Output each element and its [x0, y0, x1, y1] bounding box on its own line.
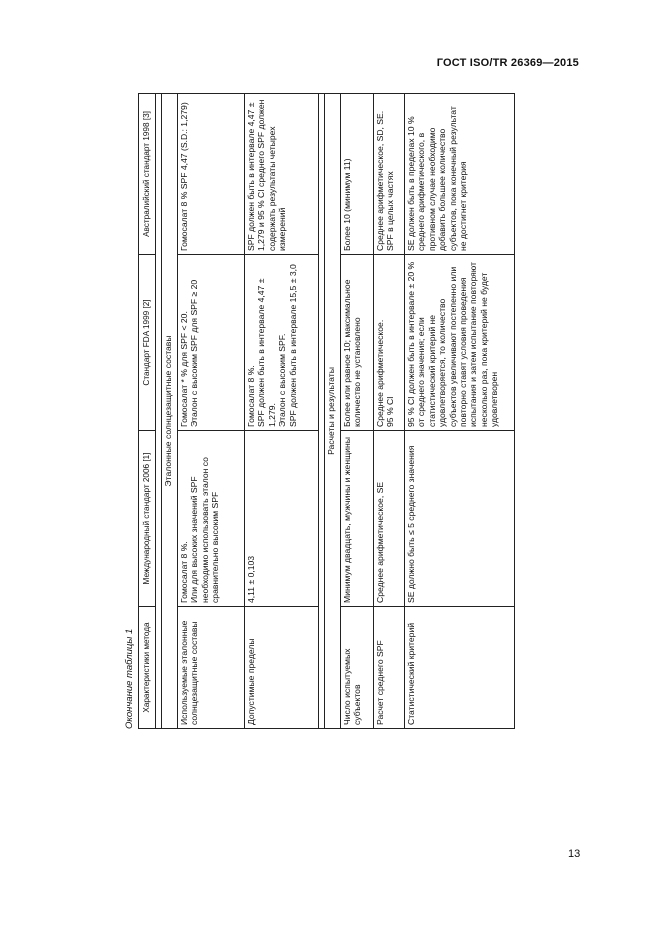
page-number: 13 — [568, 848, 581, 860]
document-header: ГОСТ ISO/TR 26369—2015 — [436, 57, 579, 69]
table-cell: Допустимые пределы — [245, 607, 319, 729]
table-header-row — [139, 94, 156, 729]
table-cell: Гомосалат 8 % SPF 4,47 (S.D.: 1,279) — [178, 94, 245, 255]
table-cell: Более или равное 10; максимальное количество не установлено — [341, 255, 374, 431]
table-cell: SE должно быть ≤ 5 среднего значения — [405, 431, 515, 607]
table-cell: Среднее арифметическое. 95 % CI — [374, 255, 405, 431]
table-cell: Гомосалат 8 %. SPF должен быть в интервале 4,47 ± 1,279. Эталон с высоким SPF. SPF должен быть в интервале 15,5 ± 3,0 — [245, 255, 319, 431]
table-cell: Гомосалат 8 %. Или для высоких значений SPF необходимо использовать эталон со сравнительно высоким SPF — [178, 431, 245, 607]
table-row — [245, 94, 319, 729]
table-caption: Окончание таблицы 1 — [124, 628, 135, 729]
table-cell: Минимум двадцать, мужчины и женщины — [341, 431, 374, 607]
table-cell: Среднее арифметическое, SD, SE. SPF в целых частях — [374, 94, 405, 255]
table-cell: SPF должен быть в интервале 4,47 ± 1,279 и 95 % CI среднего SPF должен содержать результаты четырех измерений — [245, 94, 319, 255]
section-row — [162, 94, 178, 729]
rotated-table-block — [122, 94, 507, 729]
section-title-calculations-results: Расчеты и результаты — [325, 94, 341, 729]
table-cell: Используемые эталонные солнцезащитные составы — [178, 607, 245, 729]
header-cell-australian-1998: Австралийский стандарт 1998 [3] — [139, 94, 156, 255]
header-cell-characteristics: Характеристики метода — [139, 607, 156, 729]
table-cell: 95 % CI должен быть в интервале ± 20 % от среднего значения; если статистический критерий не удовлетворяется, то количество субъектов увеличивают постепенно или повторно ставят условия проведения испытания и затем испытание повторяют несколько раз, пока критерий не будет удовлетворен — [405, 255, 515, 431]
table-row — [374, 94, 405, 729]
section-title-reference-sunscreens: Эталонные солнцезащитные составы — [162, 94, 178, 729]
table-row — [405, 94, 515, 729]
table-cell: SE должен быть в пределах 10 % среднего арифметического, в противном случае необходимо добавить большее количество субъектов, пока конечный результат не достигнет критерия — [405, 94, 515, 255]
section-row — [325, 94, 341, 729]
table-cell: Гомосалат * % для SPF < 20. Эталон с высоким SPF для SPF ≥ 20 — [178, 255, 245, 431]
header-cell-iso-2006: Международный стандарт 2006 [1] — [139, 431, 156, 607]
standards-comparison-table — [138, 93, 515, 729]
table-cell: Среднее арифметическое, SE — [374, 431, 405, 607]
table-cell: Статистический критерий — [405, 607, 515, 729]
table-cell: Число испытуемых субъектов — [341, 607, 374, 729]
table-cell: Более 10 (минимум 11) — [341, 94, 374, 255]
table-row — [341, 94, 374, 729]
table-cell: Расчет среднего SPF — [374, 607, 405, 729]
table-cell: 4,11 ± 0,103 — [245, 431, 319, 607]
header-cell-fda-1999: Стандарт FDA 1999 [2] — [139, 255, 156, 431]
table-row — [178, 94, 245, 729]
